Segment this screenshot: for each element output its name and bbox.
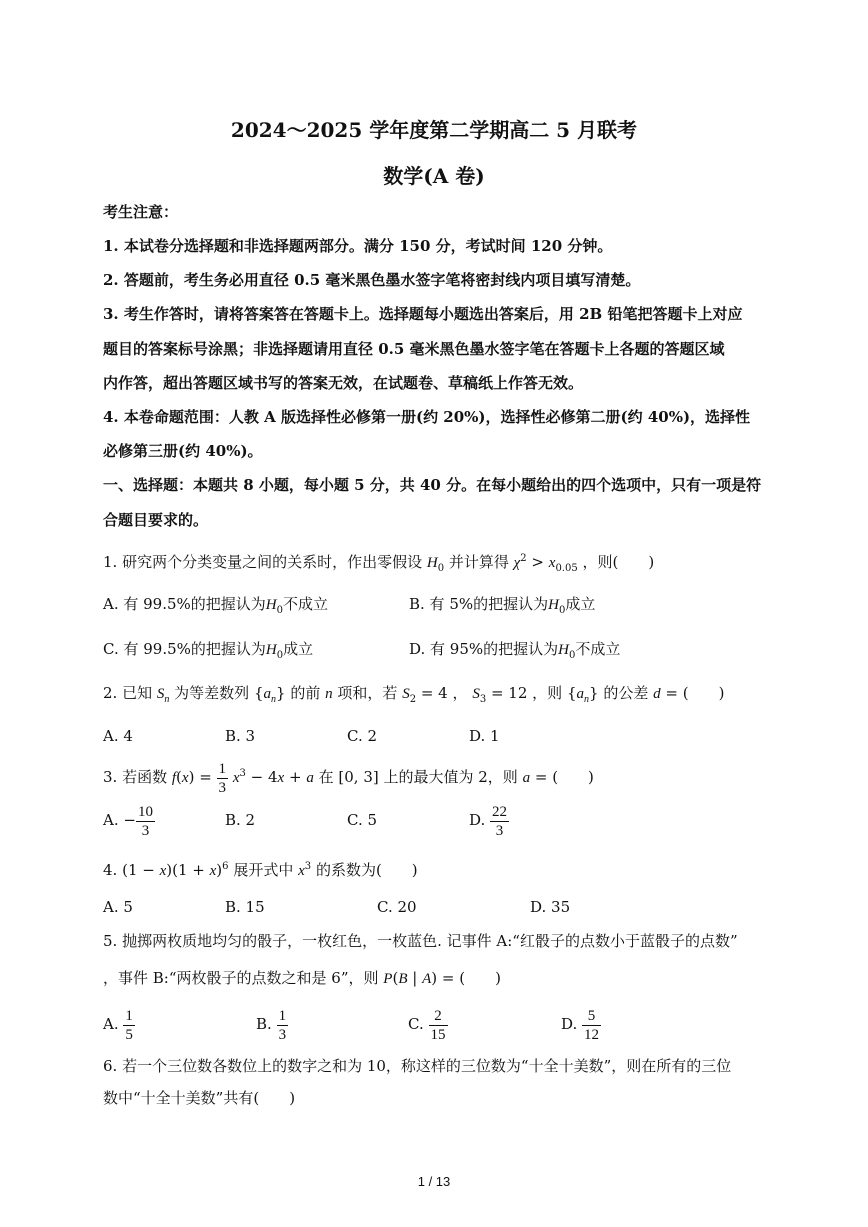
notice-item: 内作答，超出答题区域书写的答案无效，在试题卷、草稿纸上作答无效。 — [103, 374, 584, 392]
q5-stem-line1: 5. 抛掷两枚质地均匀的骰子，一枚红色，一枚蓝色. 记事件 A:“红骰子的点数小于蓝骰子的点数” — [103, 932, 738, 950]
notice-item: 题目的答案标号涂黑；非选择题请用直径 0.5 毫米黑色墨水签字笔在答题卡上各题的答题区域 — [103, 340, 725, 358]
section-heading: 一、选择题：本题共 8 小题，每小题 5 分，共 40 分。在每小题给出的四个选项中，只有一项是符 — [103, 476, 762, 494]
q1-stem: 1. 研究两个分类变量之间的关系时，作出零假设 $H_0$ 并计算得 $\chi^2 > x_{0.05}$ ，则( ) — [103, 553, 655, 574]
fraction-one-third: $\frac{1}{3}$ — [218, 760, 227, 796]
q6-stem-line2: 数中“十全十美数”共有( ) — [103, 1089, 296, 1107]
q1-option-c: C. 有 99.5%的把握认为$H_0$成立 — [103, 640, 314, 661]
page-number: 1 / 13 — [417, 1174, 451, 1189]
q4-stem: 4. $(1 - x)(1 + x)^6$ 展开式中 $x^3$ 的系数为( ) — [103, 861, 418, 879]
q6-stem-line1: 6. 若一个三位数各数位上的数字之和为 10，称这样的三位数为“十全十美数”，则在所有的三位 — [103, 1057, 732, 1075]
q2-stem: 2. 已知 $S_n$ 为等差数列 $\{a_n\}$ 的前 n 项和，若 $S_2 = 4$ ， $S_3 = 12$ ，则 $\{a_n\}$ 的公差 d = ( ) — [103, 684, 725, 705]
q3-option-c: C. 5 — [347, 811, 378, 829]
section-heading-cont: 合题目要求的。 — [103, 511, 209, 529]
notice-item: 必修第三册(约 40%)。 — [103, 442, 263, 460]
q5-option-d: D. $\frac{5}{12}$ — [561, 1007, 600, 1043]
q2-option-a: A. 4 — [103, 727, 133, 745]
q5-option-b: B. $\frac{1}{3}$ — [256, 1007, 287, 1043]
q2-option-d: D. 1 — [469, 727, 500, 745]
exam-title: 2024～2025 学年度第二学期高二 5 月联考 — [230, 118, 638, 142]
q3-option-a: A. − $\frac{10}{3}$ — [103, 803, 153, 839]
q3-option-b: B. 2 — [225, 811, 256, 829]
q4-option-c: C. 20 — [377, 898, 417, 916]
q5-option-a: A. $\frac{1}{5}$ — [103, 1007, 133, 1043]
q4-option-a: A. 5 — [103, 898, 133, 916]
q1-option-d: D. 有 95%的把握认为$H_0$不成立 — [409, 640, 621, 661]
q5-stem-line2: ，事件 B:“两枚骰子的点数之和是 6”，则 P(B | A) = ( ) — [103, 969, 501, 987]
q3-option-d: D. $\frac{22}{3}$ — [469, 803, 508, 839]
q4-option-d: D. 35 — [530, 898, 571, 916]
notice-item: 3. 考生作答时，请将答案答在答题卡上。选择题每小题选出答案后，用 2B 铅笔把答题卡上对应 — [103, 305, 743, 323]
q1-option-a: A. 有 99.5%的把握认为$H_0$不成立 — [103, 595, 329, 616]
q2-option-c: C. 2 — [347, 727, 378, 745]
notice-item: 2. 答题前，考生务必用直径 0.5 毫米黑色墨水签字笔将密封线内项目填写清楚。 — [103, 271, 641, 289]
notice-item: 4. 本卷命题范围：人教 A 版选择性必修第一册(约 20%)，选择性必修第二册(约 40%)，选择性 — [103, 408, 751, 426]
exam-subtitle: 数学(A 卷) — [383, 164, 485, 188]
q4-option-b: B. 15 — [225, 898, 265, 916]
notice-item: 1. 本试卷分选择题和非选择题两部分。满分 150 分，考试时间 120 分钟。 — [103, 237, 613, 255]
q3-stem: 3. 若函数 f(x) = $\frac{1}{3}$ $x^3 - 4x + a$ 在 [0, 3] 上的最大值为 2，则 a = ( ) — [103, 760, 594, 796]
notice-heading: 考生注意： — [103, 203, 179, 221]
q5-option-c: C. $\frac{2}{15}$ — [408, 1007, 446, 1043]
q2-option-b: B. 3 — [225, 727, 256, 745]
q1-option-b: B. 有 5%的把握认为$H_0$成立 — [409, 595, 596, 616]
